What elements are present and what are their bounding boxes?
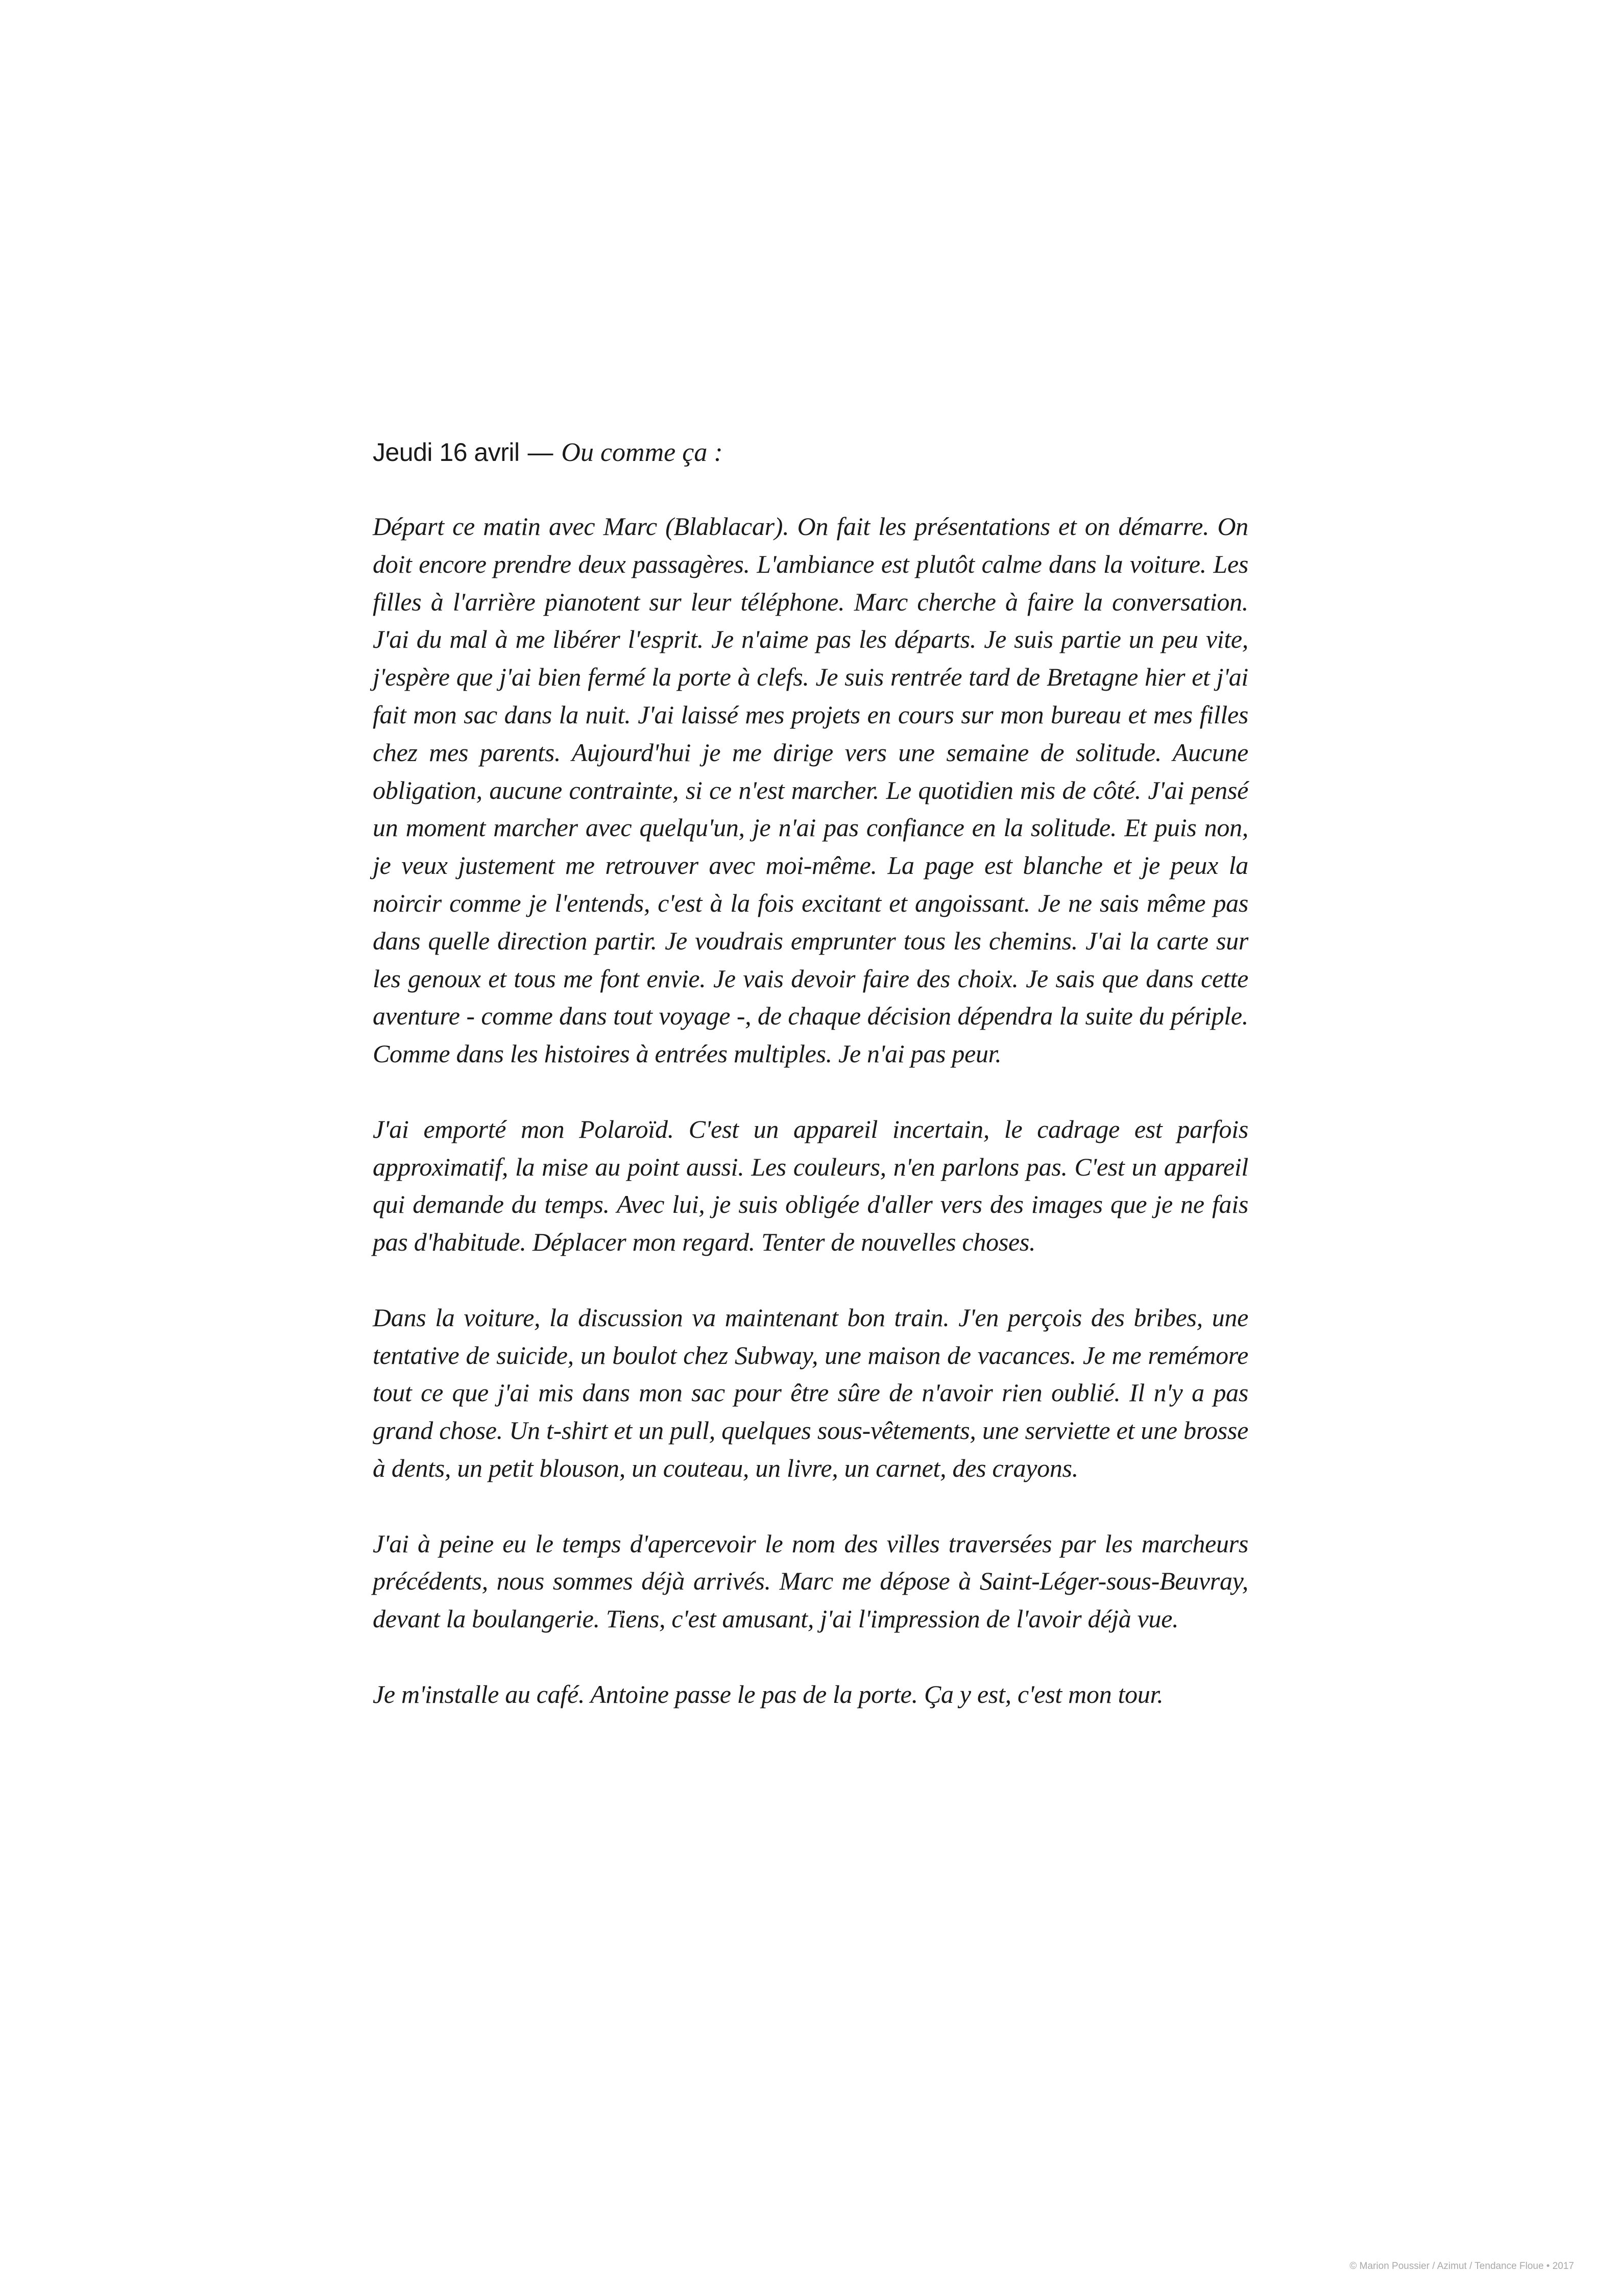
photo-credit: © Marion Poussier / Azimut / Tendance Floue • 2017 — [1349, 2261, 1574, 2271]
paragraph-polaroid: J'ai emporté mon Polaroïd. C'est un appareil incertain, le cadrage est parfois approximatif, la mise au point aussi. Les couleurs, n'en parlons pas. C'est un appareil qui demande du temps. Avec lui, je suis obligée d'aller vers des images que je ne fais pas d'habitude. Déplacer mon regard. Tenter de nouvelles choses. — [373, 1114, 1248, 1257]
heading-separator: — — [527, 438, 553, 467]
paragraph-arrival: J'ai à peine eu le temps d'apercevoir le nom des villes traversées par les marcheurs précédents, nous sommes déjà arrivés. Marc me dépose à Saint-Léger-sous-Beuvray, devant la boulangerie. Tiens, c'est amusant, j'ai l'impression de l'avoir déjà vue. — [373, 1529, 1248, 1633]
entry-heading — [373, 434, 1248, 471]
paragraph-cafe: Je m'installe au café. Antoine passe le pas de la porte. Ça y est, c'est mon tour. — [373, 1679, 1164, 1708]
paragraph-departure: Départ ce matin avec Marc (Blablacar). On fait les présentations et on démarre. On doit encore prendre deux passagères. L'ambiance est plutôt calme dans la voiture. Les filles à l'arrière pianotent sur leur téléphone. Marc cherche à faire la conversation. J'ai du mal à me libérer l'esprit. Je n'aime pas les départs. Je suis partie un peu vite, j'espère que j'ai bien fermé la porte à clefs. Je suis rentrée tard de Bretagne hier et j'ai fait mon sac dans la nuit. J'ai laissé mes projets en cours sur mon bureau et mes filles chez mes parents. Aujourd'hui je me dirige vers une semaine de solitude. Aucune obligation, aucune contrainte, si ce n'est marcher. Le quotidien mis de côté. J'ai pensé un moment marcher avec quelqu'un, je n'ai pas confiance en la solitude. Et puis non, je veux justement me retrouver avec moi-même. La page est blanche et je peux la noircir comme je l'entends, c'est à la fois excitant et angoissant. Je ne sais même pas dans quelle direction partir. Je voudrais emprunter tous les chemins. J'ai la carte sur les genoux et tous me font envie. Je vais devoir faire des choix. Je sais que dans cette aventure - comme dans tout voyage -, de chaque décision dépendra la suite du périple. Comme dans les histoires à entrées multiples. Je n'ai pas peur. — [373, 512, 1248, 1068]
entry-date: Jeudi 16 avril — [373, 438, 520, 467]
paragraph-car-discussion: Dans la voiture, la discussion va maintenant bon train. J'en perçois des bribes, une tentative de suicide, un boulot chez Subway, une maison de vacances. Je me remémore tout ce que j'ai mis dans mon sac pour être sûre de n'avoir rien oublié. Il n'y a pas grand chose. Un t-shirt et un pull, quelques sous-vêtements, une serviette et une brosse à dents, un petit blouson, un couteau, un livre, un carnet, des crayons. — [373, 1303, 1248, 1482]
entry-subtitle: Ou comme ça : — [561, 438, 723, 467]
text-block — [373, 434, 1248, 1714]
